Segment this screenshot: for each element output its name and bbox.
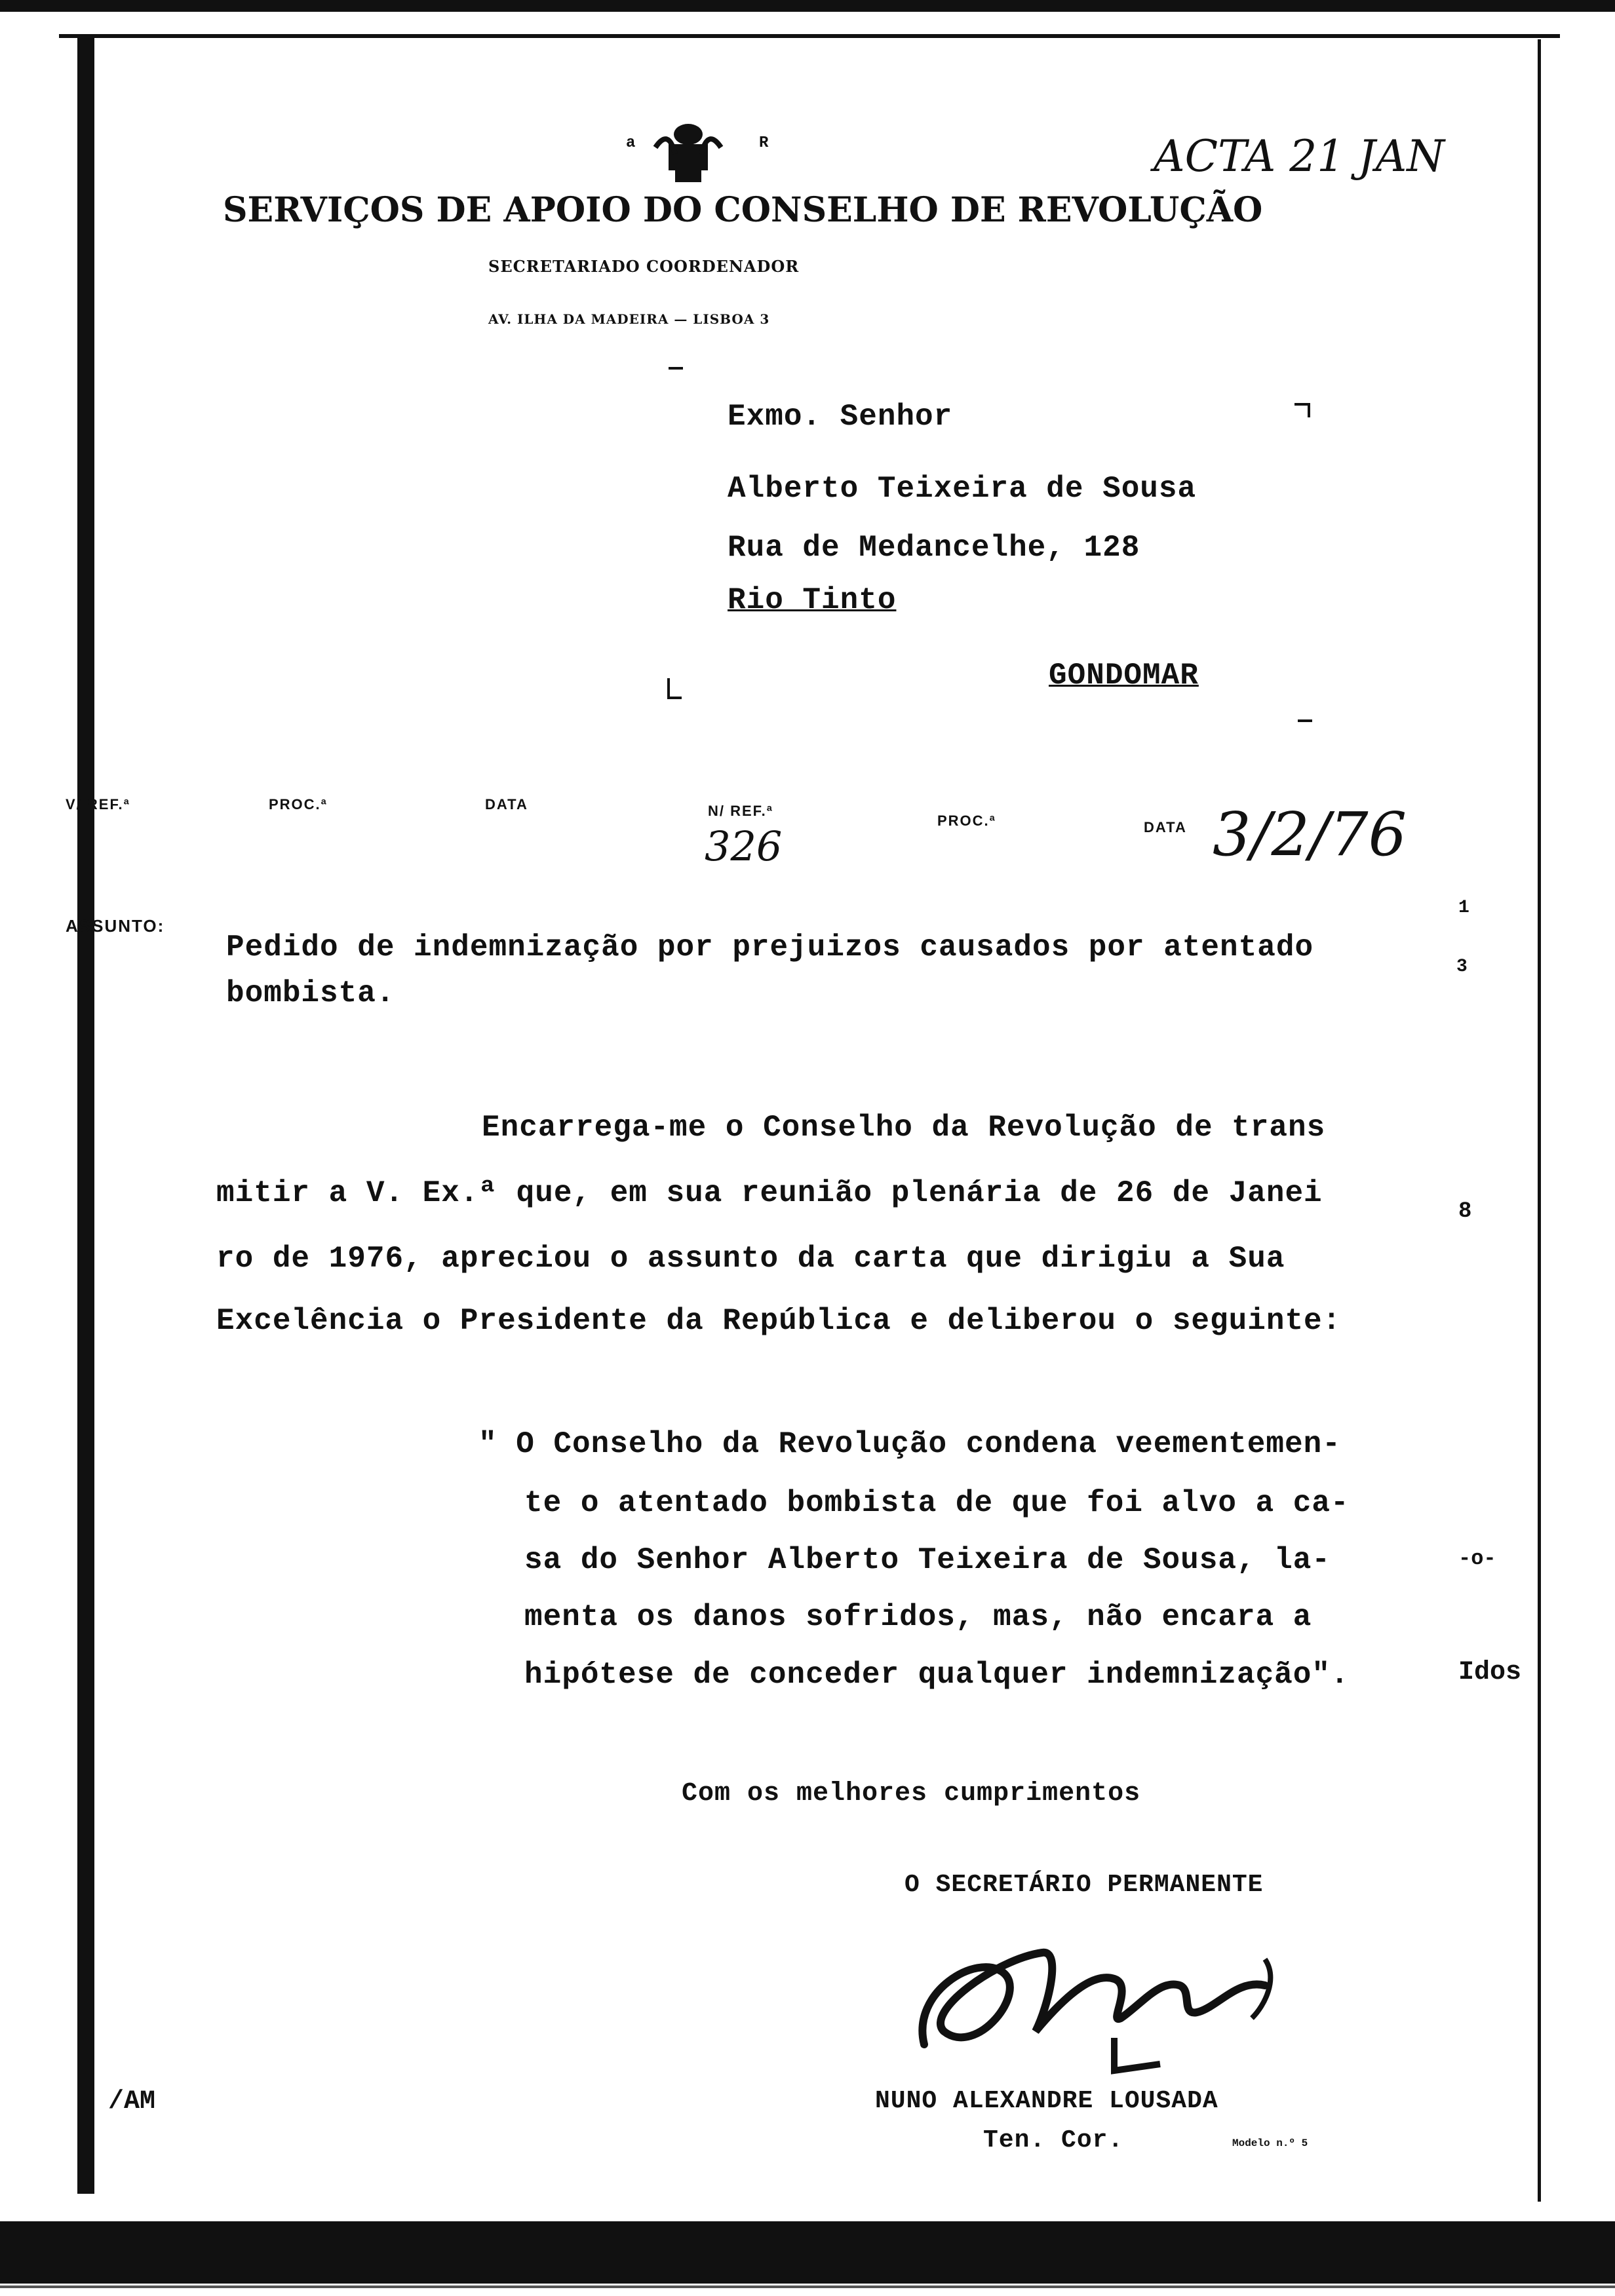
margin-mark-5: Idos <box>1458 1658 1522 1687</box>
recipient-name: Alberto Teixeira de Sousa <box>728 472 1197 506</box>
margin-mark-1: 1 <box>1458 898 1469 918</box>
subject-line-1: Pedido de indemnização por prejuizos causados por atentado <box>226 930 1314 965</box>
letterhead-title: SERVIÇOS DE APOIO DO CONSELHO DE REVOLUÇÃO <box>223 190 1263 230</box>
right-border <box>1538 39 1541 2202</box>
quote-line-1: " O Conselho da Revolução condena veementemen- <box>478 1427 1341 1461</box>
coat-of-arms-emblem <box>649 115 728 190</box>
left-border <box>77 38 94 2194</box>
left-initials: /AM <box>108 2087 156 2116</box>
body-line-1: Encarrega-me o Conselho da Revolução de trans <box>482 1111 1326 1145</box>
recipient-salutation: Exmo. Senhor <box>728 400 953 434</box>
handwritten-signature <box>898 1913 1304 2087</box>
margin-mark-3: 8 <box>1458 1199 1472 1224</box>
letterhead-address: AV. ILHA DA MADEIRA — LISBOA 3 <box>488 311 770 327</box>
margin-mark-2: 3 <box>1456 957 1468 977</box>
letterhead-subtitle: SECRETARIADO COORDENADOR <box>488 257 800 276</box>
quote-line-5: hipótese de conceder qualquer indemnização". <box>524 1658 1350 1692</box>
quote-line-3: sa do Senhor Alberto Teixeira de Sousa, la- <box>524 1543 1331 1577</box>
our-ref-label: N/ REF.ª <box>708 803 773 819</box>
margin-mark-4: -o- <box>1458 1546 1496 1571</box>
body-line-4: Excelência o Presidente da República e deliberou o seguinte: <box>216 1304 1342 1338</box>
recipient-street: Rua de Medancelhe, 128 <box>728 531 1140 565</box>
top-rule <box>59 34 1560 38</box>
emblem-letter-right: R <box>759 134 769 152</box>
quote-line-2: te o atentado bombista de que foi alvo a ca- <box>524 1486 1350 1520</box>
your-ref-label: V/ REF.ª <box>66 796 130 813</box>
window-corner-bl <box>667 678 670 698</box>
bottom-band <box>0 2221 1615 2284</box>
signer-rank: Ten. Cor. <box>983 2126 1124 2154</box>
our-date-value: 3/2/76 <box>1213 799 1407 870</box>
window-corner-tl <box>669 367 683 370</box>
your-proc-label: PROC.ª <box>269 796 328 813</box>
body-line-3: ro de 1976, apreciou o assunto da carta que dirigiu a Sua <box>216 1242 1285 1276</box>
window-corner-bl-h <box>667 697 682 699</box>
emblem-letter-left: a <box>626 134 636 152</box>
bottom-edge <box>0 2286 1615 2288</box>
our-proc-label: PROC.ª <box>937 813 996 829</box>
form-model-mark: Modelo n.º 5 <box>1232 2137 1308 2149</box>
our-date-label: DATA <box>1144 819 1187 835</box>
signer-role: O SECRETÁRIO PERMANENTE <box>905 1871 1264 1899</box>
closing-greeting: Com os melhores cumprimentos <box>682 1779 1141 1808</box>
our-ref-value: 326 <box>705 822 783 870</box>
quote-line-4: menta os danos sofridos, mas, não encara a <box>524 1600 1312 1634</box>
handwritten-note: ACTA 21 JAN <box>1154 131 1445 182</box>
window-corner-br <box>1298 719 1312 722</box>
your-date-label: DATA <box>485 796 528 813</box>
top-border <box>0 0 1615 12</box>
subject-label: ASSUNTO: <box>66 916 165 936</box>
window-corner-tr <box>1294 403 1309 406</box>
body-line-2: mitir a V. Ex.ª que, em sua reunião plenária de 26 de Janei <box>216 1176 1323 1210</box>
signer-name: NUNO ALEXANDRE LOUSADA <box>875 2087 1218 2115</box>
window-corner-tr-v <box>1308 403 1310 417</box>
recipient-city: GONDOMAR <box>1049 659 1199 693</box>
subject-line-2: bombista. <box>226 976 395 1010</box>
recipient-locality: Rio Tinto <box>728 583 897 617</box>
